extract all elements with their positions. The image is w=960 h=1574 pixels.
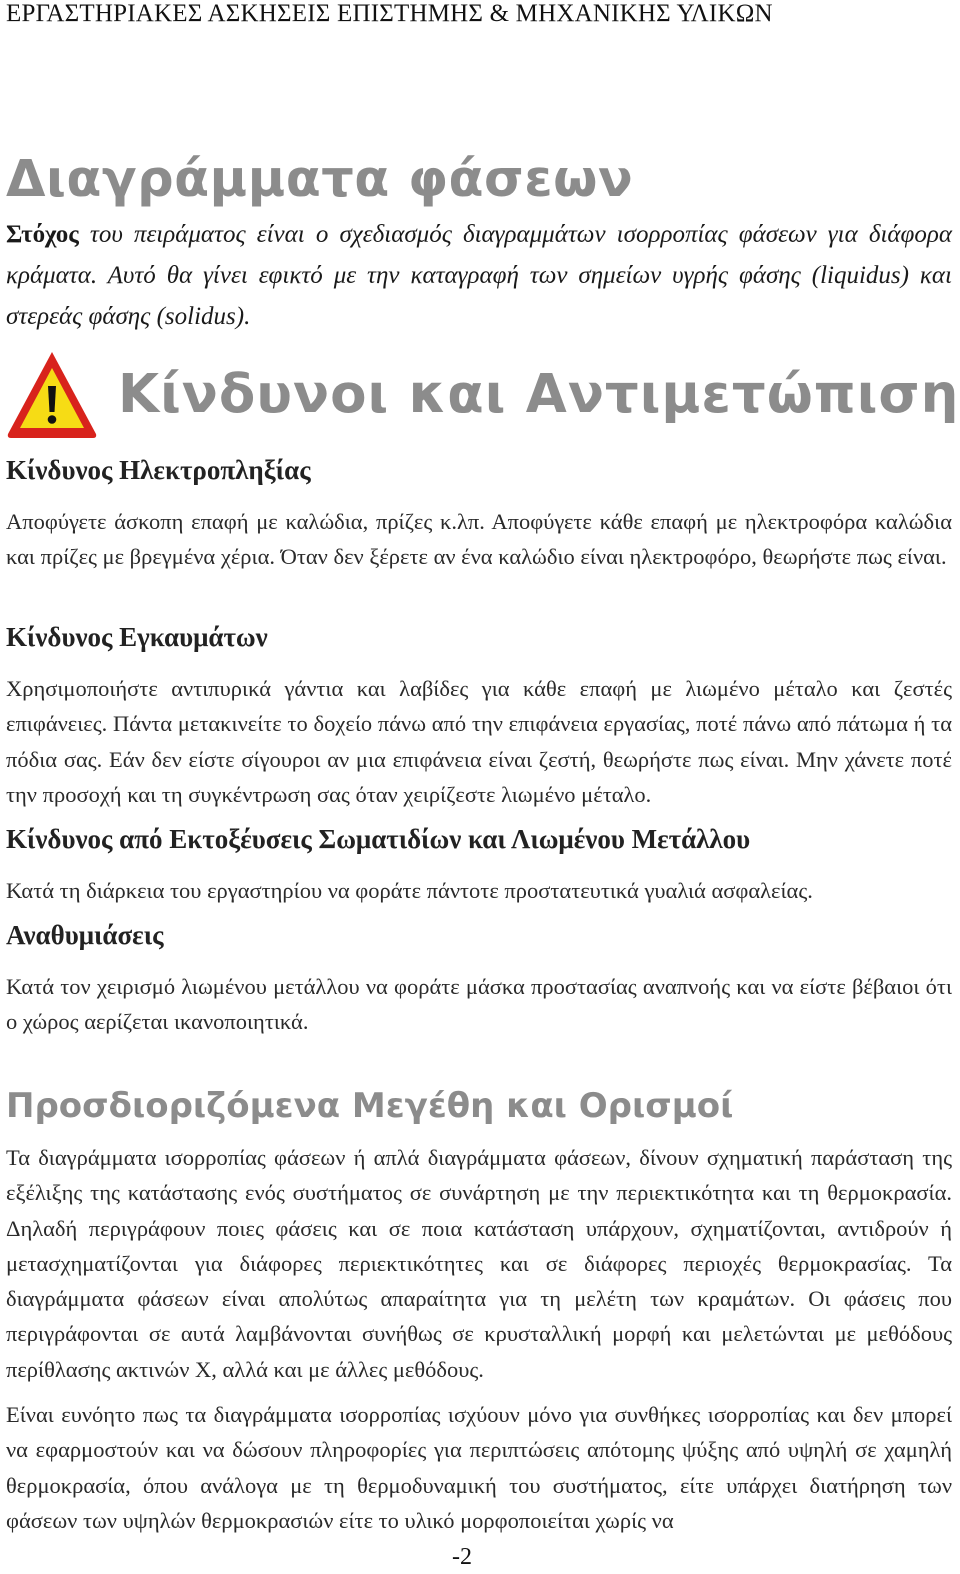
section-title: Διαγράμματα φάσεων [6,150,634,209]
hazard-text-splashes: Κατά τη διάρκεια του εργαστηρίου να φοράτε πάντοτε προστατευτικά γυαλιά ασφαλείας. [6,878,813,903]
hazard-heading-electric: Κίνδυνος Ηλεκτροπληξίας [6,455,311,485]
hazard-heading-fumes: Αναθυμιάσεις [6,920,164,950]
hazard-heading-splashes: Κίνδυνος από Εκτοξέυσεις Σωματιδίων και Λιωμένου Μετάλλου [6,824,751,854]
page-number: -2 [452,1544,472,1570]
hazard-heading-burns: Κίνδυνος Εγκαυμάτων [6,622,268,652]
definitions-paragraph-2: Είναι ευνόητο πως τα διαγράμματα ισορροπίας ισχύουν μόνο για συνθήκες ισορροπίας και δεν μπορεί να εφαρμοστούν και να δώσουν πληροφορίες για περιπτώσεις απότομης ψύξης από υψηλή σε χαμηλή θερμοκρασία, όπου ανάλογα με τη θερμοδυναμική του συστήματος, είτε υπάρχει διατήρηση των φάσεων των υψηλών θερμοκρασιών είτε το υλικό μορφοποιείται χωρίς να [6,1402,952,1533]
intro-paragraph [6,214,952,337]
hazard-text-electric: Αποφύγετε άσκοπη επαφή με καλώδια, πρίζες κ.λπ. Αποφύγετε κάθε επαφή με ηλεκτροφόρα καλώδια και πρίζες με βρεγμένα χέρια. Όταν δεν ξέρετε αν ένα καλώδιο είναι ηλεκτροφόρο, θεωρήστε πως είναι. [6,509,952,570]
hazards-header [4,346,960,446]
intro-lead: Στόχος [6,221,79,248]
running-header: ΕΡΓΑΣΤΗΡΙΑΚΕΣ ΑΣΚΗΣΕΙΣ ΕΠΙΣΤΗΜΗΣ & ΜΗΧΑΝΙΚΗΣ ΥΛΙΚΩΝ [6,0,773,27]
hazard-text-fumes: Κατά τον χειρισμό λιωμένου μετάλλου να φοράτε μάσκα προστασίας αναπνοής και να είστε βέβαιοι ότι ο χώρος αερίζεται ικανοποιητικά. [6,974,952,1035]
hazards-title: Κίνδυνοι και Αντιμετώπιση [118,364,960,425]
definitions-paragraph-1: Τα διαγράμματα ισορροπίας φάσεων ή απλά διαγράμματα φάσεων, δίνουν σχηματική παράσταση της εξέλιξης της κατάστασης ενός συστήματος σε συνάρτηση με την περιεκτικότητα και τη θερμοκρασία. Δηλαδή περιγράφουν ποιες φάσεις και σε ποια κατάσταση υπάρχουν, σχηματίζονται, αντιδρούν ή μετασχηματίζονται για διάφορες περιεκτικότητες και σε διάφορες περιοχές θερμοκρασίας. Τα διαγράμματα φάσεων είναι απολύτως απαραίτητα για τη μελέτη των κραμάτων. Οι φάσεις που περιγράφονται σε αυτά λαμβάνονται συνήθως σε κρυσταλλική μορφή και μελετώνται με μεθόδους περίθλασης ακτινών Χ, αλλά και με άλλες μεθόδους. [6,1145,952,1382]
intro-text: του πειράματος είναι ο σχεδιασμός διαγραμμάτων ισορροπίας φάσεων για διάφορα κράματα. Αυτό θα γίνει εφικτό με την καταγραφή των σημείων υγρής φάσης (liquidus) και στερεάς φάσης (solidus). [6,221,952,330]
definitions-title: Προσδιοριζόμενα Μεγέθη και Ορισμοί [6,1086,734,1126]
warning-triangle-icon [4,346,100,442]
hazard-text-burns: Χρησιμοποιήστε αντιπυρικά γάντια και λαβίδες για κάθε επαφή με λιωμένο μέταλο και ζεστές επιφάνειες. Πάντα μετακινείτε το δοχείο πάνω από την επιφάνεια εργασίας, ποτέ πάνω από πάτωμα ή τα πόδια σας. Εάν δεν είστε σίγουροι αν μια επιφάνεια είναι ζεστή, θεωρήστε πως είναι. Μην χάνετε ποτέ την προσοχή και τη συγκέντρωση σας όταν χειρίζεστε λιωμένο μέταλο. [6,676,952,807]
